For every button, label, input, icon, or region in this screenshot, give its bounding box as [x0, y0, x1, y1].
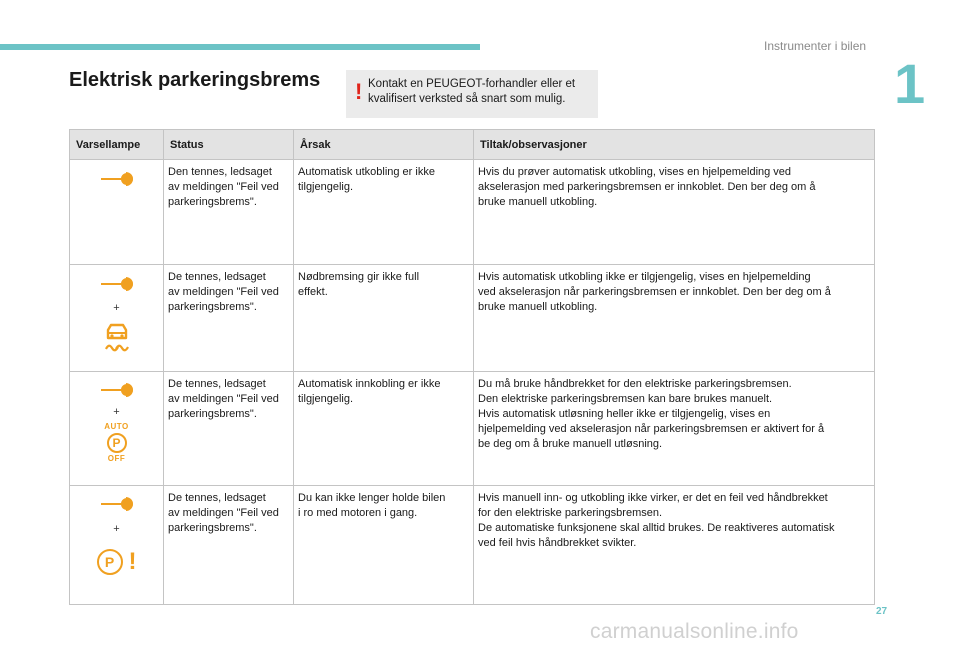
table-row: [70, 160, 875, 265]
status-text: De tennes, ledsaget av meldingen "Feil ved parkeringsbrems".: [168, 378, 279, 420]
parking-p-circle: [97, 549, 123, 575]
parking-brake-fault-icon: [97, 549, 137, 575]
cause-text: Automatisk utkobling er ikke tilgjengelig.: [298, 166, 435, 193]
warning-text: Kontakt en PEUGEOT-forhandler eller et kvalifisert verksted så snart som mulig.: [368, 78, 576, 105]
plus-sign: +: [113, 302, 120, 314]
parking-p-circle: [107, 433, 127, 453]
plus-sign: +: [113, 523, 120, 535]
action-text: Du må bruke håndbrekket for den elektriske parkeringsbremsen. Den elektriske parkeringsbremsen kan bare brukes manuelt. Hvis automatisk utløsning heller ikke er tilgjengelig, vises en hjelpemelding ved akselerasjon når parkeringsbremsen er aktivert for å be deg om å bruke manuell utløsning.: [478, 378, 825, 450]
status-cell: [164, 160, 294, 265]
auto-label: AUTO: [104, 422, 129, 431]
header-accent-bar: [0, 44, 480, 50]
column-header-cause: Årsak: [294, 130, 474, 160]
status-cell: [164, 486, 294, 605]
lamp-cell: [70, 265, 164, 372]
lamp-cell: [70, 372, 164, 486]
cause-text: Nødbremsing gir ikke full effekt.: [298, 271, 420, 298]
watermark: carmanualsonline.info: [590, 620, 799, 643]
table-row: [70, 265, 875, 372]
action-cell: [474, 265, 875, 372]
wrench-icon: [99, 274, 135, 294]
auto-p-off-icon: [104, 423, 129, 463]
cause-cell: [294, 265, 474, 372]
status-text: De tennes, ledsaget av meldingen "Feil ved parkeringsbrems".: [168, 271, 279, 313]
status-text: Den tennes, ledsaget av meldingen "Feil ved parkeringsbrems".: [168, 166, 279, 208]
p-label: P: [104, 553, 115, 570]
wrench-icon: [99, 494, 135, 514]
action-text: Hvis du prøver automatisk utkobling, vises en hjelpemelding ved akselerasjon med parkeringsbremsen er innkoblet. Den ber deg om å bruke manuell utkobling.: [478, 166, 816, 208]
column-header-status: Status: [164, 130, 294, 160]
status-cell: [164, 265, 294, 372]
column-header-action: Tiltak/observasjoner: [474, 130, 875, 160]
skid-car-icon: [101, 322, 133, 354]
cause-text: Du kan ikke lenger holde bilen i ro med motoren i gang.: [298, 492, 446, 519]
wrench-icon: [99, 169, 135, 189]
action-text: Hvis manuell inn- og utkobling ikke virker, er det en feil ved håndbrekket for den elektriske parkeringsbremsen. De automatiske funksjonene skal alltid brukes. De reaktiveres automatisk ved feil hvis håndbrekket svikter.: [478, 492, 835, 549]
action-cell: [474, 160, 875, 265]
table-header-row: [70, 130, 875, 160]
column-header-lamp: Varsellampe: [70, 130, 164, 160]
action-cell: [474, 486, 875, 605]
lamp-cell: [70, 160, 164, 265]
page-title: Elektrisk parkeringsbrems: [69, 69, 321, 91]
table-row: [70, 486, 875, 605]
section-name: Instrumenter i bilen: [764, 39, 867, 53]
status-text: De tennes, ledsaget av meldingen "Feil ved parkeringsbrems".: [168, 492, 279, 534]
cause-text: Automatisk innkobling er ikke tilgjengelig.: [298, 378, 441, 405]
fault-exclamation: !: [128, 548, 137, 575]
off-label: OFF: [107, 454, 126, 463]
cause-cell: [294, 372, 474, 486]
page-number: 27: [876, 606, 888, 617]
chapter-number: 1: [894, 52, 926, 115]
plus-sign: +: [113, 406, 120, 418]
exclamation-icon: !: [355, 79, 363, 104]
lamp-cell: [70, 486, 164, 605]
p-label: P: [112, 436, 121, 450]
wrench-icon: [99, 380, 135, 400]
status-cell: [164, 372, 294, 486]
action-cell: [474, 372, 875, 486]
warning-note: [346, 70, 598, 118]
table-row: [70, 372, 875, 486]
cause-cell: [294, 486, 474, 605]
warning-lamp-table: [69, 129, 875, 605]
action-text: Hvis automatisk utkobling ikke er tilgjengelig, vises en hjelpemelding ved akselerasjon når parkeringsbremsen er innkoblet. Den ber deg om å bruke manuell utkobling.: [478, 271, 831, 313]
cause-cell: [294, 160, 474, 265]
